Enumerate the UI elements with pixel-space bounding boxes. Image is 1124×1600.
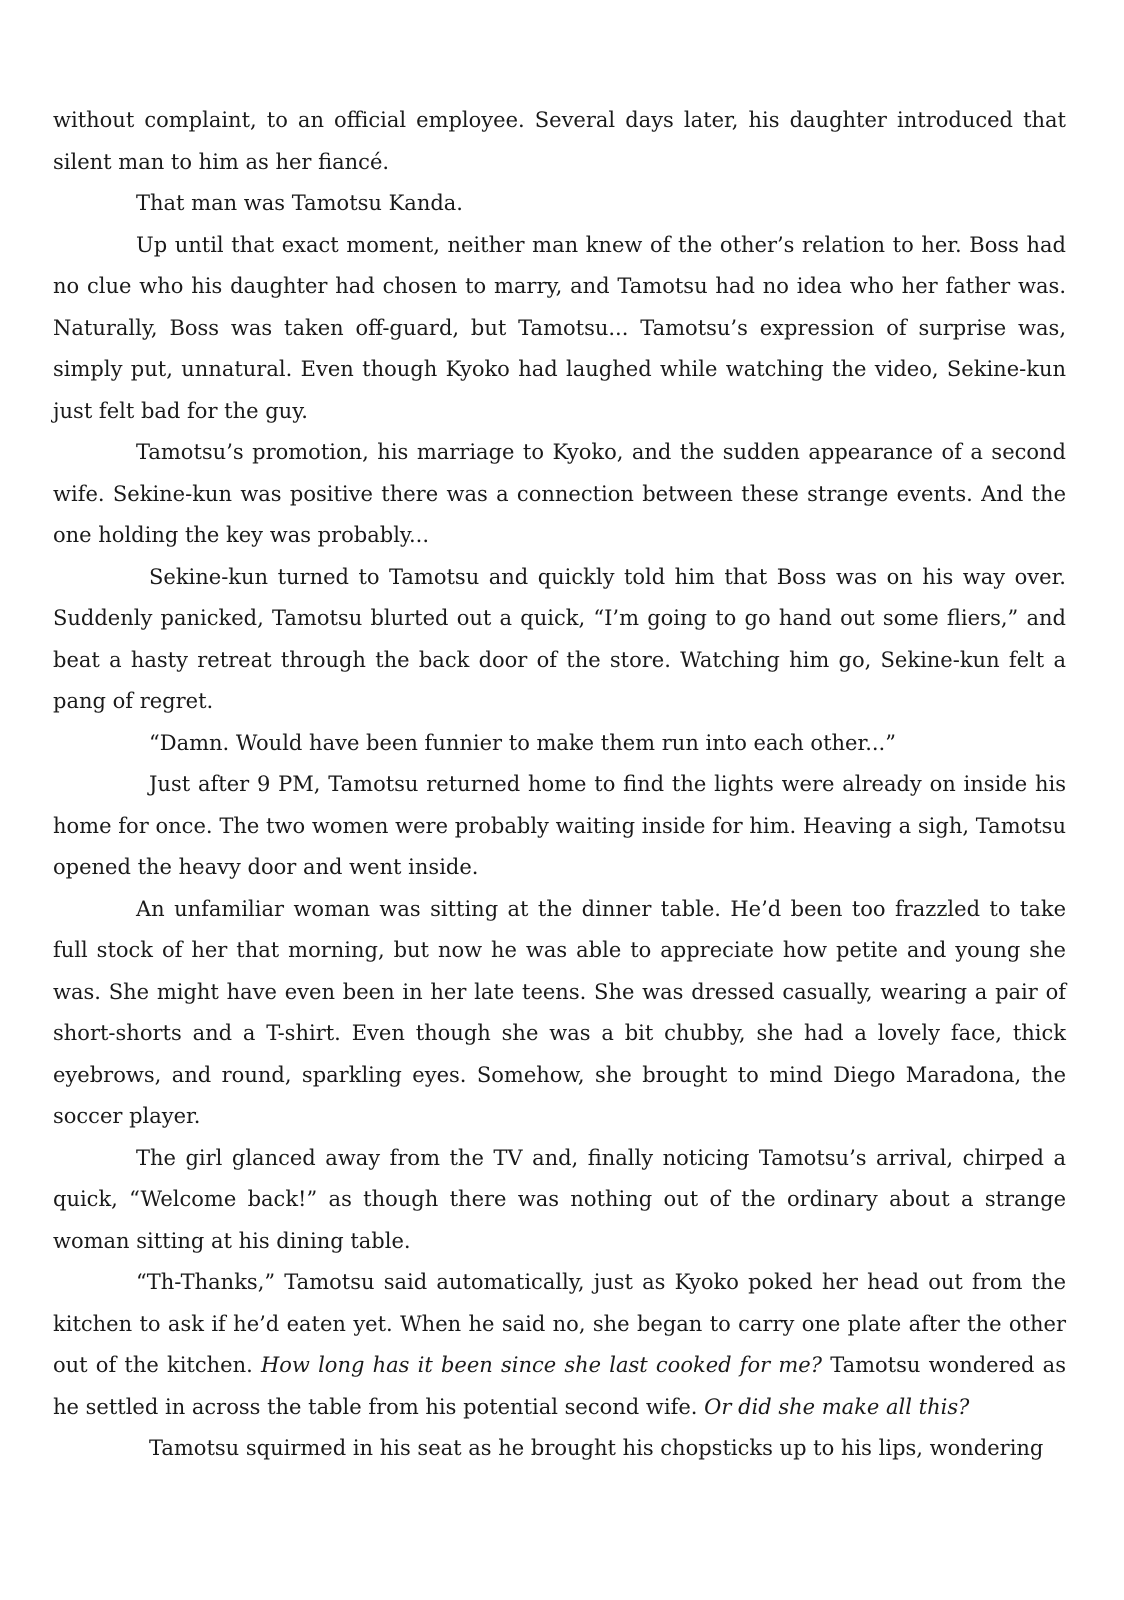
text-segment: “Damn. Would have been funnier to make them run into each other...”: [149, 730, 896, 755]
paragraph: [53, 100, 1066, 183]
text-segment: “Th-Thanks,” Tamotsu said automatically, just as Kyoko poked her head out from the kitchen to ask if he’d eaten yet. When he said no, she began to carry one plate after the other out of the kitchen.: [53, 1270, 1066, 1377]
paragraph: [53, 1428, 1066, 1470]
italic-thought: Or did she make all this?: [704, 1394, 970, 1419]
text-segment: That man was Tamotsu Kanda.: [136, 191, 463, 215]
paragraph: [53, 1138, 1066, 1263]
text-segment: without complaint, to an official employee. Several days later, his daughter introduced that silent man to him as her fiancé.: [53, 108, 1066, 174]
text-segment: Just after 9 PM, Tamotsu returned home to find the lights were already on inside his home for once. The two women were probably waiting inside for him. Heaving a sigh, Tamotsu opened the heavy door and went inside.: [53, 772, 1066, 879]
text-segment: Tamotsu squirmed in his seat as he brought his chopsticks up to his lips, wondering: [149, 1436, 1044, 1460]
text-segment: The girl glanced away from the TV and, finally noticing Tamotsu’s arrival, chirped a quick, “Welcome back!” as though there was nothing out of the ordinary about a strange woman sitting at his dining table.: [53, 1145, 1066, 1253]
text-segment: An unfamiliar woman was sitting at the dinner table. He’d been too frazzled to take full stock of her that morning, but now he was able to appreciate how petite and young she was. She might have even been in her late teens. She was dressed casually, wearing a pair of short-shorts and a T-shirt. Even though she was a bit chubby, she had a lovely face, thick eyebrows, and round, sparkling eyes. Somehow, she brought to mind Diego Maradona, the soccer player.: [53, 896, 1066, 1128]
page-body: [53, 100, 1066, 1470]
paragraph: [53, 225, 1066, 433]
text-segment: Sekine-kun turned to Tamotsu and quickly told him that Boss was on his way over. Suddenly panicked, Tamotsu blurted out a quick, “I’m going to go hand out some fliers,” and beat a hasty retreat through the back door of the store. Watching him go, Sekine-kun felt a pang of regret.: [53, 564, 1066, 713]
paragraph: [53, 723, 1066, 765]
paragraph: [53, 889, 1066, 1138]
paragraph: [53, 183, 1066, 225]
paragraph: [53, 432, 1066, 557]
paragraph: [53, 1262, 1066, 1428]
text-segment: Tamotsu’s promotion, his marriage to Kyoko, and the sudden appearance of a second wife. Sekine-kun was positive there was a connection between these strange events. And the one holding the key was probably...: [53, 440, 1066, 547]
text-segment: Tamotsu wondered as he settled in across the table from his potential second wife.: [53, 1353, 1066, 1419]
paragraph: [53, 557, 1066, 723]
italic-thought: How long has it been since she last cooked for me?: [260, 1353, 822, 1377]
paragraph: [53, 764, 1066, 889]
text-segment: Up until that exact moment, neither man knew of the other’s relation to her. Boss had no clue who his daughter had chosen to marry, and Tamotsu had no idea who her father was. Naturally, Boss was taken off-guard, but Tamotsu... Tamotsu’s expression of surprise was, simply put, unnatural. Even though Kyoko had laughed while watching the video, Sekine-kun just felt bad for the guy.: [53, 232, 1066, 423]
